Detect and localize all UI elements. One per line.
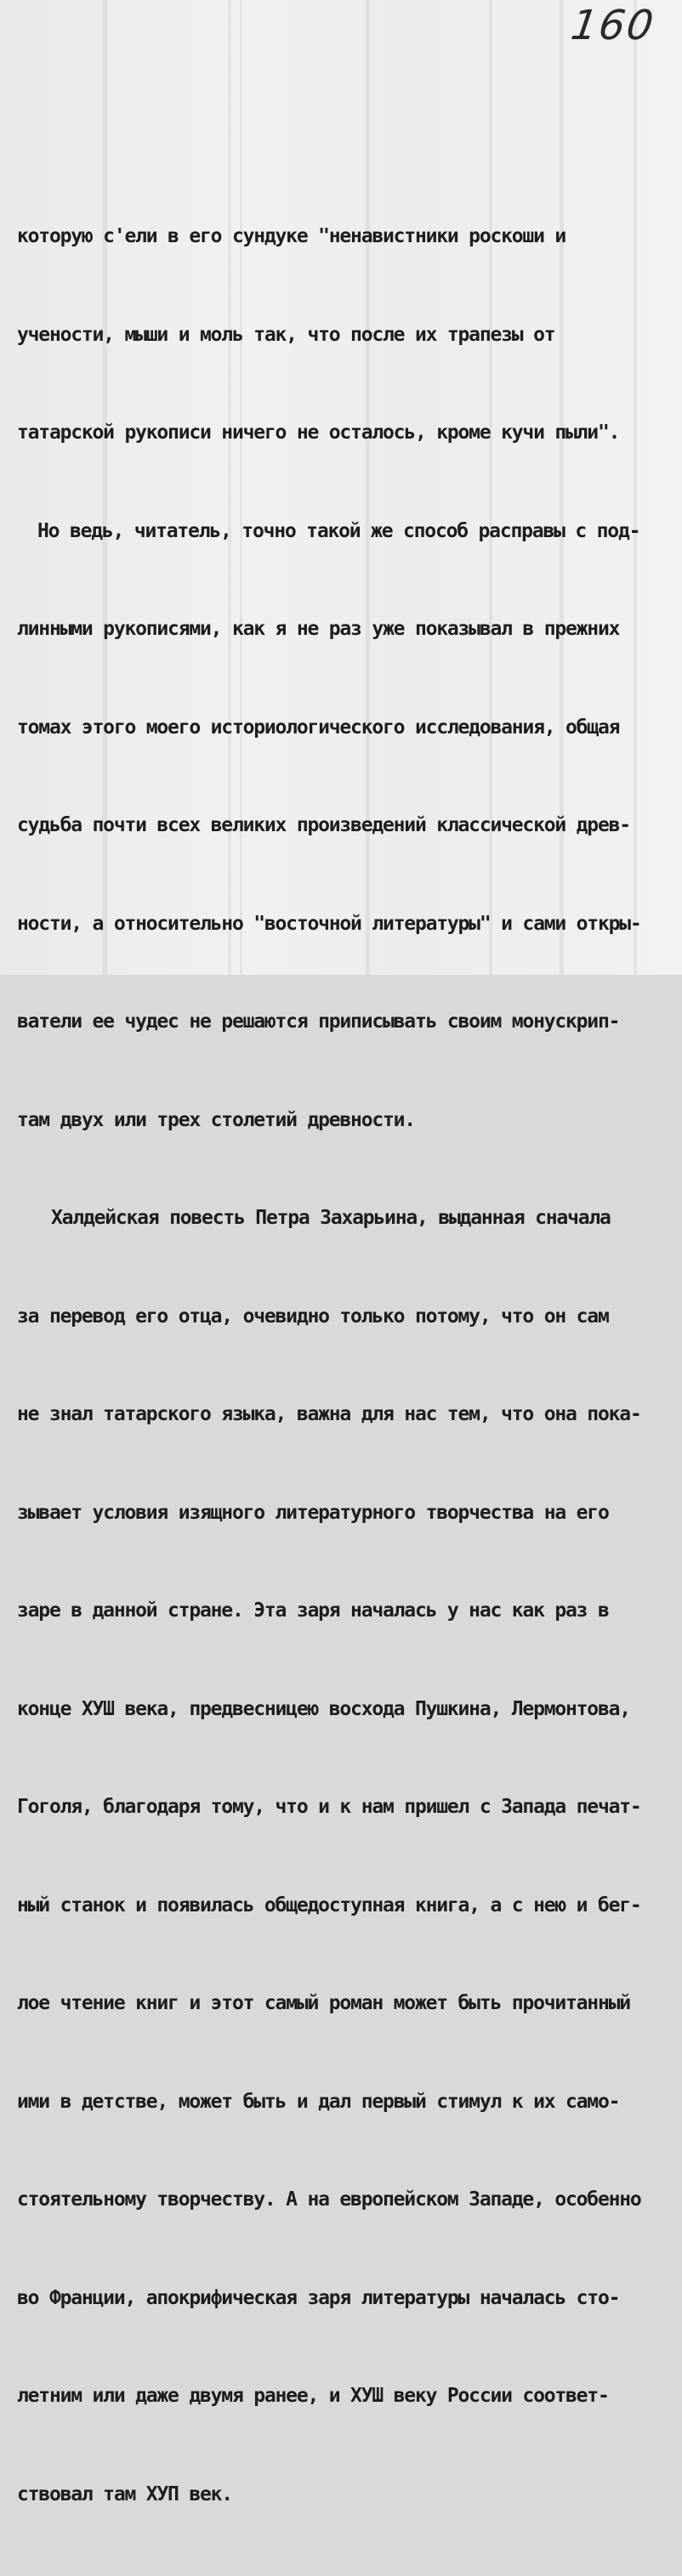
body-text bbox=[17, 155, 673, 2576]
text-line: судьба почти всех великих произведений классической древ- bbox=[17, 814, 630, 836]
text-line: ный станок и появилась общедоступная книга, а с нею и бег- bbox=[17, 1894, 641, 1916]
text-line: во Франции, апокрифическая заря литературы началась сто- bbox=[17, 2286, 620, 2309]
text-line: заре в данной стране. Эта заря началась у нас как раз в bbox=[17, 1599, 609, 1622]
text-line: татарской рукописи ничего не осталось, кроме кучи пыли". bbox=[17, 422, 620, 444]
text-line: лое чтение книг и этот самый роман может быть прочитанный bbox=[17, 1992, 630, 2014]
text-line: Халдейская повесть Петра Захарьина, выданная сначала bbox=[51, 1207, 611, 1229]
text-line: там двух или трех столетий древности. bbox=[17, 1108, 415, 1131]
text-line: ствовал там ХУП век. bbox=[17, 2483, 232, 2505]
text-line: конце ХУШ века, предвесницею восхода Пушкина, Лермонтова, bbox=[17, 1697, 630, 1720]
text-line: зывает условия изящного литературного творчества на его bbox=[17, 1501, 609, 1524]
text-line: стоятельному творчеству. А на европейском Западе, особенно bbox=[17, 2188, 641, 2211]
text-line: томах этого моего историологического исследования, общая bbox=[17, 716, 620, 739]
text-line: Но ведь, читатель, точно такой же способ расправы с под- bbox=[37, 519, 640, 542]
text-line: ими в детстве, может быть и дал первый стимул к их само- bbox=[17, 2090, 620, 2113]
text-line: которую с'ели в его сундуке "ненавистники роскоши и bbox=[17, 225, 566, 247]
text-line: Гоголя, благодаря тому, что и к нам пришел с Запада печат- bbox=[17, 1796, 641, 1818]
text-line: летним или даже двумя ранее, и ХУШ веку России соответ- bbox=[17, 2385, 609, 2407]
text-line: линными рукописями, как я не раз уже показывал в прежних bbox=[17, 618, 620, 640]
text-line: учености, мыши и моль так, что после их трапезы от bbox=[17, 323, 555, 346]
text-line: ватели ее чудес не решаются приписывать своим монускрип- bbox=[17, 1011, 620, 1033]
page-number: 160 bbox=[568, 2, 658, 49]
text-line: ности, а относительно "восточной литературы" и сами откры- bbox=[17, 912, 641, 935]
text-line: не знал татарского языка, важна для нас тем, что она пока- bbox=[17, 1403, 641, 1425]
text-line: за перевод его отца, очевидно только потому, что он сам bbox=[17, 1305, 609, 1328]
